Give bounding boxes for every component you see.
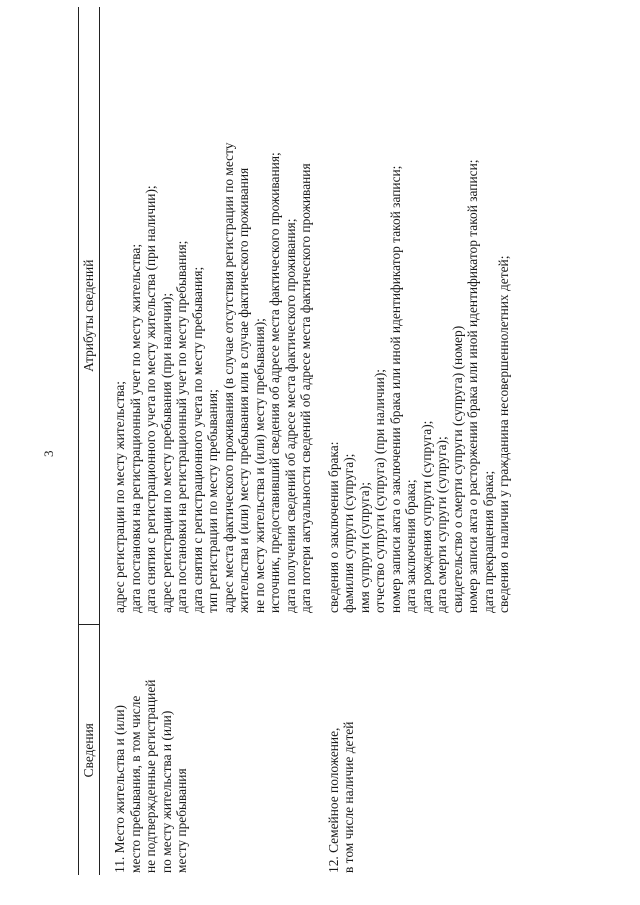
table-row	[314, 7, 512, 875]
info-line: 12. Семейное положение,	[325, 727, 341, 873]
attributes-cell	[100, 7, 314, 625]
attribute-line: имя супруги (супруга);	[356, 482, 372, 613]
attribute-line: дата снятия с регистрационного учета по месту жительства (при наличии);	[143, 185, 158, 613]
attribute-line: адрес регистрации по месту пребывания (при наличии);	[158, 292, 174, 613]
attribute-line: сведения о наличии у гражданина несовершеннолетних детей;	[496, 255, 511, 613]
attribute-line: адрес регистрации по месту жительства;	[112, 381, 127, 613]
attribute-line: не по месту жительства и (или) месту пребывания);	[251, 318, 267, 613]
info-line: месту пребывания	[174, 768, 189, 873]
attribute-line: номер записи акта о заключении брака или иной идентификатор такой записи;	[387, 165, 403, 613]
info-cell	[314, 625, 512, 875]
header-attributes: Атрибуты сведений	[79, 7, 100, 625]
attribute-line: дата прекращения брака;	[480, 470, 496, 613]
info-line: по месту жительства и (или)	[158, 710, 174, 873]
page-number: 3	[41, 450, 56, 457]
info-line: 11. Место жительства и (или)	[112, 705, 127, 873]
attribute-line: фамилия супруги (супруга);	[341, 453, 356, 613]
attribute-line: дата получения сведений об адресе места фактического проживания;	[282, 218, 298, 613]
attribute-line: дата постановки на регистрационный учет по месту жительства;	[127, 243, 143, 613]
attribute-line: жительства и (или) месту пребывания или в случае фактического проживания	[236, 167, 251, 613]
attribute-line: отчество супруги (супруга) (при наличии);	[372, 369, 387, 613]
info-line: в том числе наличие детей	[341, 721, 356, 873]
attribute-line: сведения о заключении брака:	[325, 441, 341, 613]
attribute-line: тип регистрации по месту пребывания;	[205, 389, 220, 613]
attribute-line: дата постановки на регистрационный учет по месту пребывания;	[174, 240, 189, 613]
attribute-line: дата рождения супруги (супруга);	[418, 420, 434, 613]
info-line: место пребывания, в том числе	[127, 695, 143, 873]
attribute-line: дата снятия с регистрационного учета по месту пребывания;	[189, 266, 205, 613]
attribute-line: адрес места фактического проживания (в случае отсутствия регистрации по месту	[220, 142, 236, 613]
table-header-row	[79, 7, 100, 875]
attribute-line: дата потери актуальности сведений об адресе места фактического проживания	[298, 163, 313, 613]
info-cell	[100, 625, 314, 875]
attribute-line: дата заключения брака;	[403, 479, 418, 613]
attributes-cell	[314, 7, 512, 625]
attributes-table	[78, 7, 512, 875]
table-row	[100, 7, 314, 875]
attribute-line: свидетельство о смерти супруги (супруга) (номер)	[449, 325, 465, 613]
attribute-line: источник, предоставивший сведения об адресе места фактического проживания;	[267, 152, 282, 613]
header-info: Сведения	[79, 625, 100, 875]
info-line: не подтвержденные регистрацией	[143, 679, 158, 873]
attribute-line: дата смерти супруги (супруга);	[434, 436, 449, 613]
attribute-line: номер записи акта о расторжении брака или иной идентификатор такой записи;	[465, 159, 480, 613]
